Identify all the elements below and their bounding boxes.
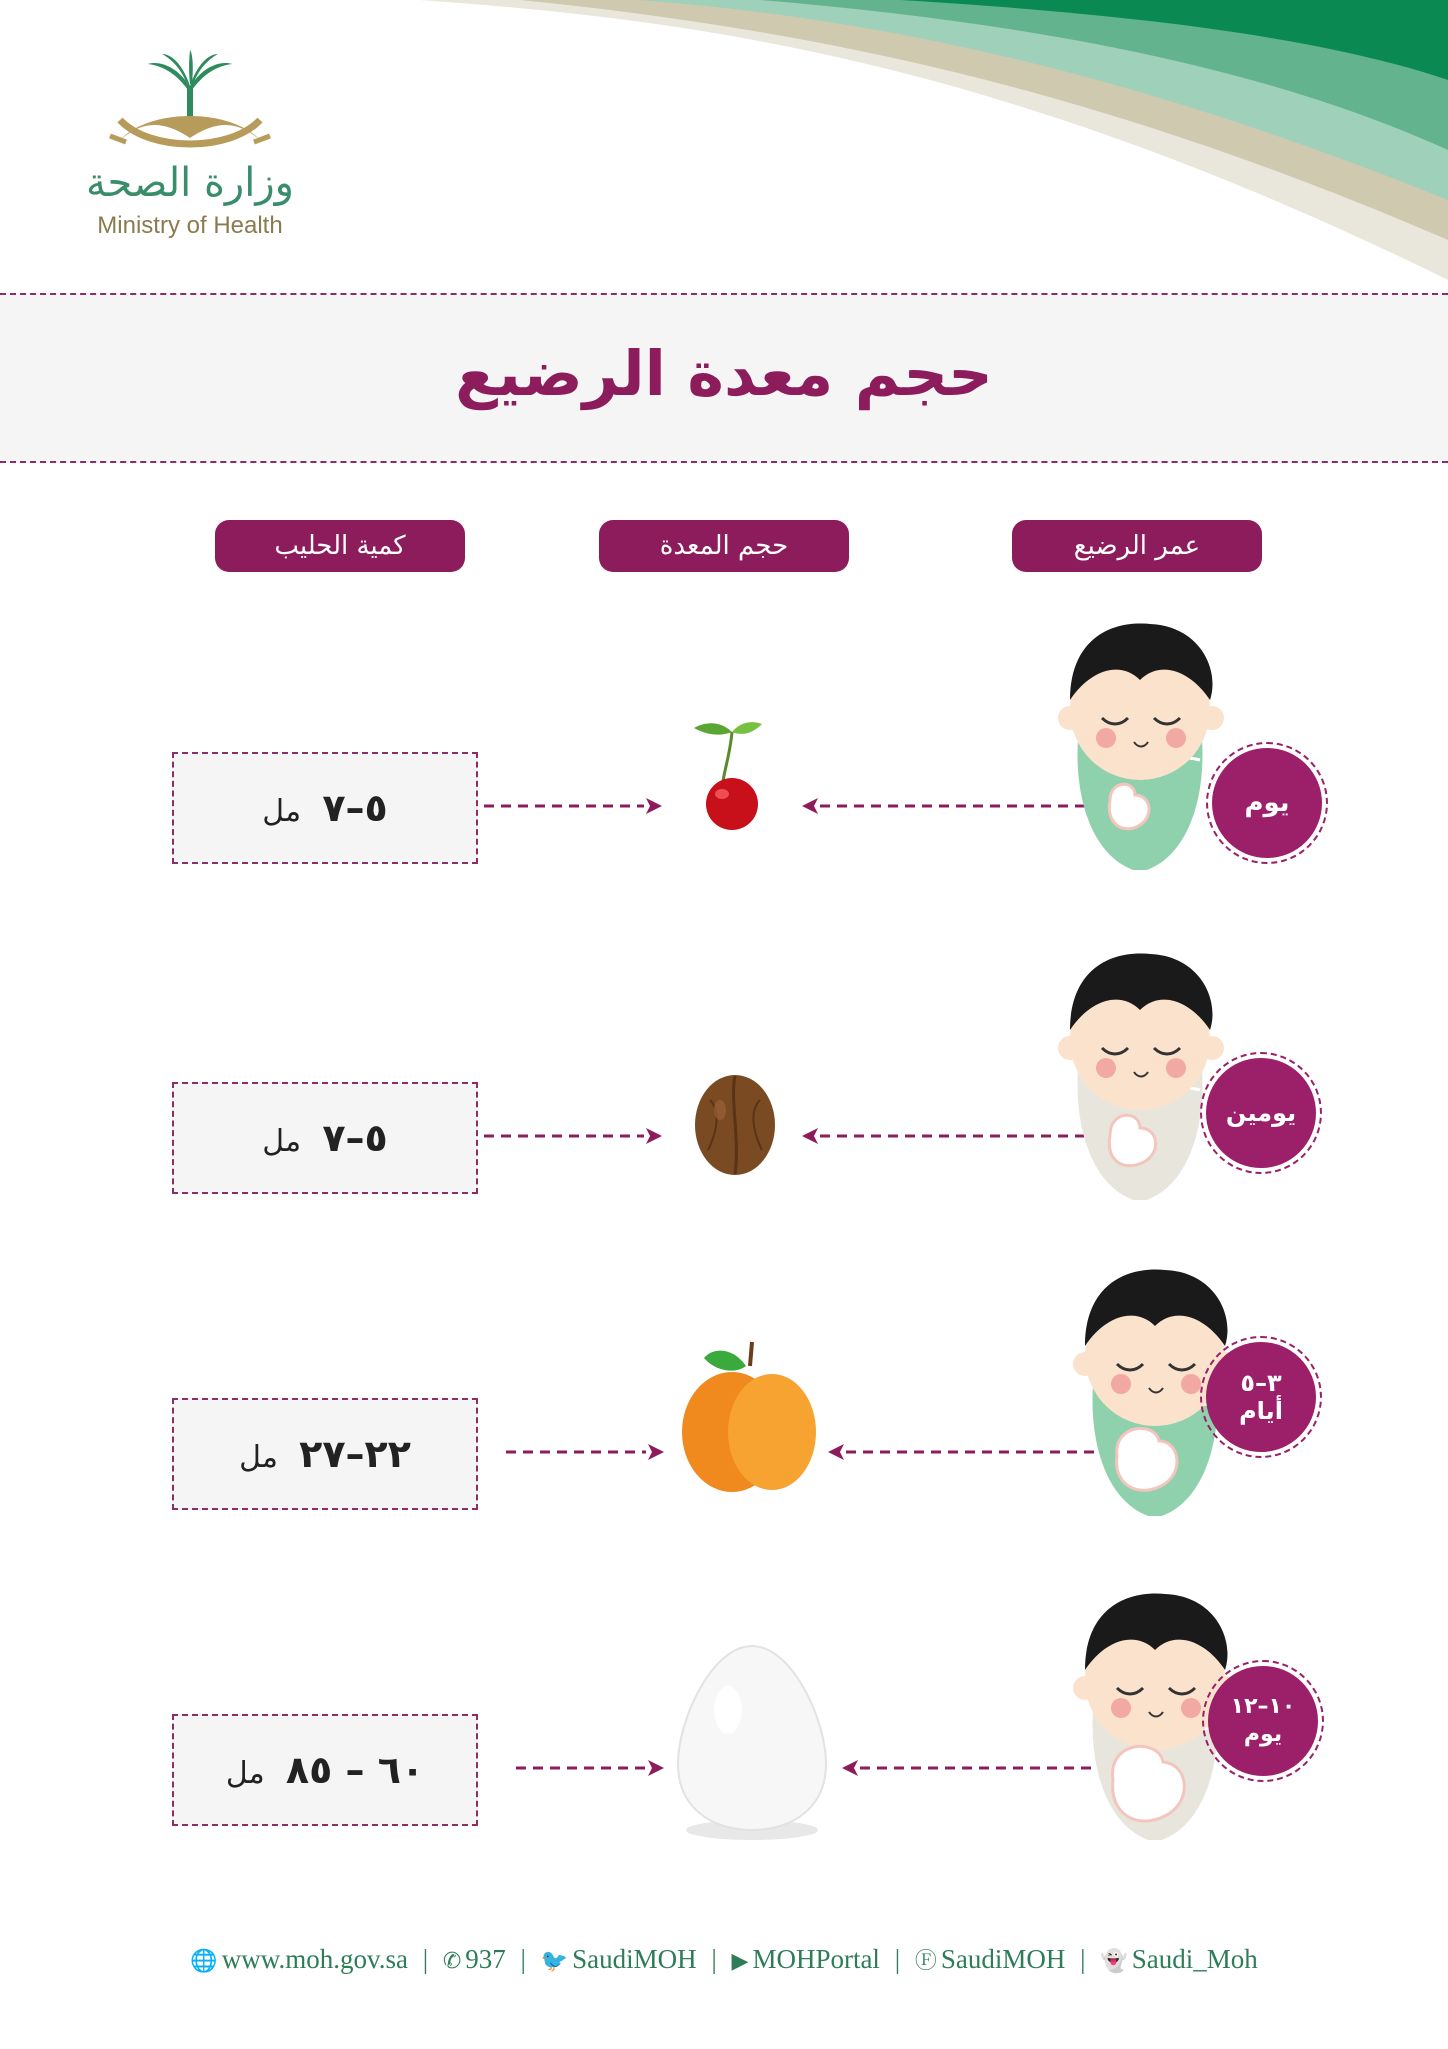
list-item [0,940,1448,1200]
age-label-unit: أيام [1239,1397,1283,1425]
baby-illustration [1040,610,1240,870]
quantity-value: ٦٠ – ٨٥ [285,1748,425,1792]
footer-phone[interactable]: 937 [465,1944,506,1974]
header-baby-age: عمر الرضيع [1012,520,1262,572]
globe-icon: 🌐 [190,1949,218,1974]
ministry-logo [70,48,310,248]
phone-icon: ✆ [442,1949,462,1974]
logo-english-name: Ministry of Health [97,212,283,239]
age-label-unit: يوم [1243,1722,1283,1747]
age-label-range: ١٠–١٢ [1230,1694,1296,1719]
footer-separator: | [520,1944,526,1974]
age-badge [1208,1666,1318,1776]
list-item [0,1580,1448,1840]
quantity-value: ٢٢–٢٧ [299,1432,411,1476]
apricot-icon [680,1336,816,1496]
quantity-value: ٥–٧ [322,786,388,830]
list-item [0,610,1448,870]
quantity-unit: مل [262,794,302,829]
milk-quantity-box [172,752,478,864]
footer-youtube[interactable]: MOHPortal [752,1944,880,1974]
page-title: حجم معدة الرضيع [455,337,993,410]
footer-facebook[interactable]: SaudiMOH [940,1944,1066,1974]
cherry-icon [680,710,780,840]
footer-separator: | [894,1944,901,1974]
footer-separator: | [422,1944,429,1974]
walnut-icon [690,1070,780,1180]
footer-website[interactable]: www.moh.gov.sa [221,1944,408,1974]
footer-separator: | [711,1944,717,1974]
baby-illustration [1040,940,1240,1200]
age-label: يوم [1244,788,1290,818]
quantity-value: ٥–٧ [322,1116,388,1160]
snapchat-icon: 👻 [1100,1949,1128,1974]
milk-quantity-box [172,1082,478,1194]
arrow-right-icon [484,1126,664,1146]
arrow-right-icon [506,1442,666,1462]
arrow-right-icon [516,1758,666,1778]
age-label: يومين [1225,1099,1297,1127]
twitter-icon: 🐦 [540,1949,569,1974]
facebook-icon: Ⓕ [914,1949,937,1974]
milk-quantity-box [172,1714,478,1826]
youtube-icon: ▶ [731,1949,749,1974]
title-band [0,293,1448,463]
footer-contacts [0,1944,1448,1975]
palm-swords-icon [70,48,310,158]
milk-quantity-box [172,1398,478,1510]
header-stomach-size: حجم المعدة [599,520,849,572]
list-item [0,1260,1448,1520]
arrow-right-icon [484,796,664,816]
quantity-unit: مل [262,1124,302,1159]
age-badge [1206,1342,1316,1452]
age-badge [1206,1058,1316,1168]
quantity-unit: مل [239,1440,278,1475]
age-label-range: ٣–٥ [1240,1369,1282,1397]
footer-separator: | [1080,1944,1086,1974]
footer-twitter[interactable]: SaudiMOH [572,1944,697,1974]
header-milk-quantity: كمية الحليب [215,520,465,572]
quantity-unit: مل [225,1756,265,1791]
age-badge [1212,748,1322,858]
logo-arabic-name: وزارة الصحة [86,160,294,206]
egg-icon [672,1640,832,1850]
footer-snapchat[interactable]: Saudi_Moh [1131,1944,1258,1974]
